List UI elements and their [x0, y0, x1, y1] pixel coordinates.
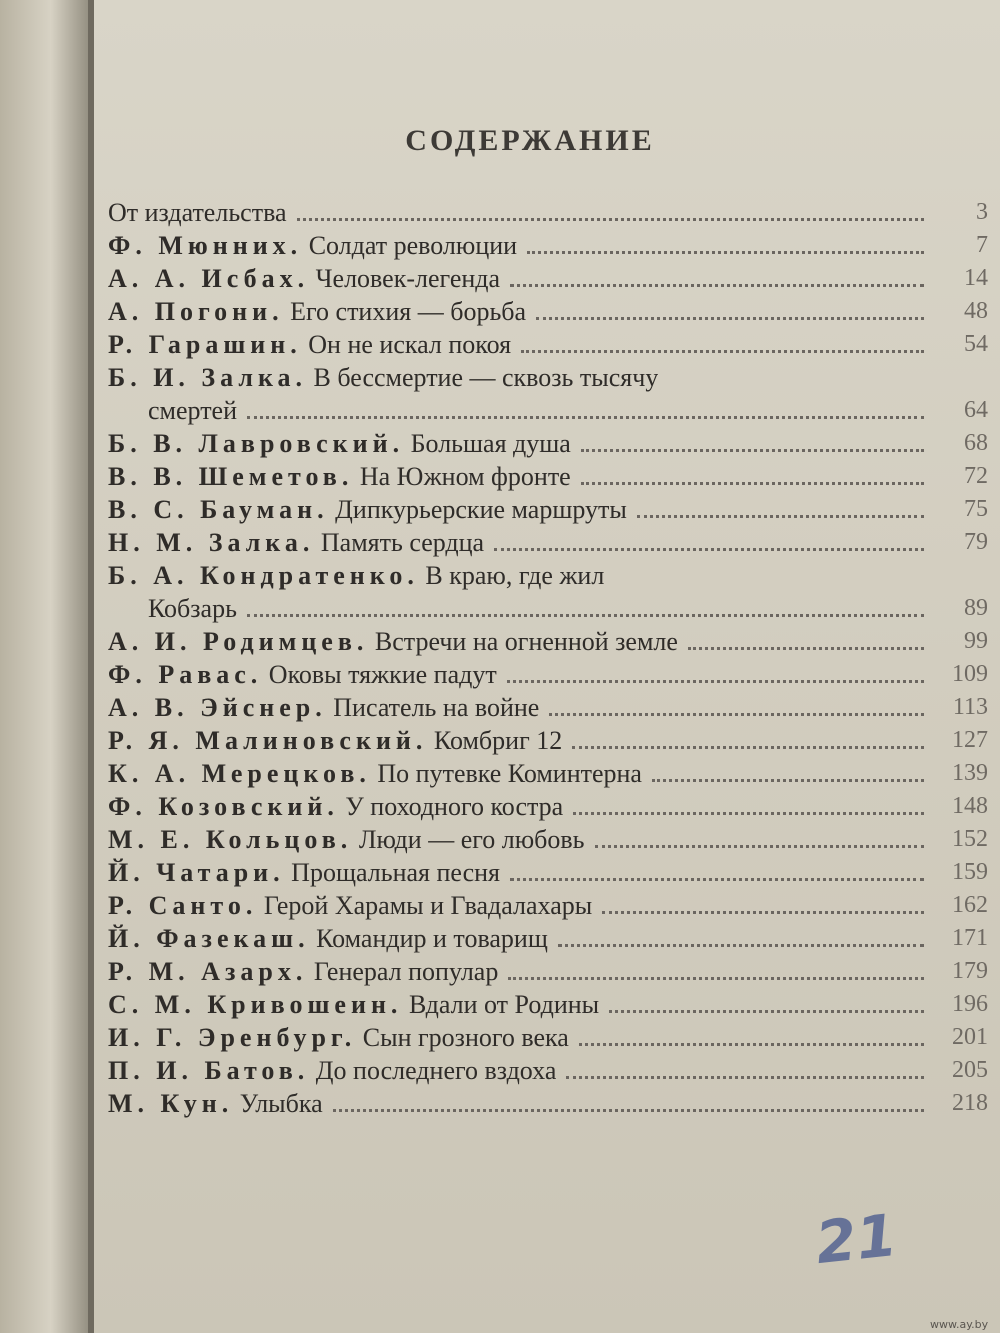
toc-title: Память сердца	[320, 528, 485, 557]
toc-title: Вдали от Родины	[408, 990, 600, 1019]
toc-author: Й. Фазекаш.	[108, 924, 310, 953]
toc-page-number: 75	[964, 496, 988, 522]
dot-leader	[521, 350, 924, 353]
toc-author: Р. Гарашин.	[108, 330, 302, 359]
toc-page-number: 64	[964, 397, 988, 423]
table-of-contents	[108, 196, 988, 1120]
toc-entry	[108, 394, 988, 427]
toc-author: М. Е. Кольцов.	[108, 825, 353, 854]
toc-page-number: 152	[952, 826, 988, 852]
toc-entry	[108, 625, 988, 658]
dot-leader	[507, 680, 924, 683]
toc-entry-text	[108, 460, 571, 493]
toc-entry-text	[108, 229, 517, 262]
dot-leader	[297, 218, 924, 221]
toc-title: В краю, где жил	[425, 561, 605, 590]
toc-title: Солдат революции	[308, 231, 518, 260]
toc-entry-text	[108, 1021, 569, 1054]
toc-entry	[108, 1087, 988, 1120]
toc-entry	[108, 196, 988, 229]
toc-page-number: 72	[964, 463, 988, 489]
toc-page-number: 148	[952, 793, 988, 819]
toc-title: Сын грозного века	[362, 1023, 569, 1052]
toc-entry	[108, 1021, 988, 1054]
toc-page-number: 48	[964, 298, 988, 324]
toc-title: Прощальная песня	[291, 858, 500, 887]
toc-entry-text	[148, 394, 237, 427]
toc-author: В. В. Шеметов.	[108, 462, 354, 491]
toc-entry-text	[108, 559, 604, 592]
toc-entry-text	[108, 361, 658, 394]
toc-title: Писатель на войне	[333, 693, 540, 722]
toc-author: Ф. Равас.	[108, 660, 263, 689]
dot-leader	[536, 317, 924, 320]
toc-page-number: 89	[964, 595, 988, 621]
toc-page-number: 139	[952, 760, 988, 786]
dot-leader	[510, 284, 924, 287]
toc-title: Его стихия — борьба	[290, 297, 527, 326]
ink-stamp	[800, 1175, 920, 1295]
toc-title: У походного костра	[345, 792, 564, 821]
toc-title: Герой Харамы и Гвадалахары	[263, 891, 593, 920]
toc-title: смертей	[148, 396, 238, 425]
toc-title: Человек-легенда	[315, 264, 501, 293]
dot-leader	[508, 977, 924, 980]
toc-author: Р. Санто.	[108, 891, 258, 920]
toc-entry-text	[108, 1054, 556, 1087]
toc-author: И. Г. Эренбург.	[108, 1023, 357, 1052]
toc-entry	[108, 658, 988, 691]
toc-title: Встречи на огненной земле	[374, 627, 678, 656]
toc-title: От издательства	[108, 198, 287, 227]
toc-entry	[108, 757, 988, 790]
toc-entry-text	[108, 955, 498, 988]
toc-entry	[108, 790, 988, 823]
toc-author: К. А. Мерецков.	[108, 759, 371, 788]
toc-title: Кобзарь	[148, 594, 237, 623]
toc-entry-text	[108, 262, 500, 295]
toc-entry-text	[108, 328, 511, 361]
toc-page-number: 54	[964, 331, 988, 357]
toc-title: Большая душа	[410, 429, 571, 458]
dot-leader	[527, 251, 924, 254]
watermark: www.ay.by	[930, 1318, 989, 1331]
toc-page-number: 171	[952, 925, 988, 951]
toc-author: Й. Чатари.	[108, 858, 285, 887]
toc-author: А. Погони.	[108, 297, 284, 326]
dot-leader	[572, 746, 924, 749]
dot-leader	[558, 944, 924, 947]
toc-entry	[108, 559, 988, 592]
toc-entry	[108, 823, 988, 856]
toc-entry	[108, 262, 988, 295]
toc-title: По путевке Коминтерна	[377, 759, 642, 788]
toc-author: А. А. Исбах.	[108, 264, 310, 293]
toc-page-number: 3	[976, 199, 988, 225]
toc-entry-text	[108, 757, 642, 790]
toc-title: На Южном фронте	[359, 462, 571, 491]
toc-page-number: 113	[952, 694, 988, 720]
dot-leader	[573, 812, 924, 815]
toc-author: А. И. Родимцев.	[108, 627, 369, 656]
toc-author: М. Кун.	[108, 1089, 234, 1118]
toc-author: Б. И. Залка.	[108, 363, 308, 392]
dot-leader	[652, 779, 924, 782]
toc-page-number: 162	[952, 892, 988, 918]
toc-entry	[108, 988, 988, 1021]
toc-entry-text	[108, 724, 562, 757]
toc-page-number: 68	[964, 430, 988, 456]
toc-title: Оковы тяжкие падут	[268, 660, 497, 689]
toc-title: Дипкурьерские маршруты	[335, 495, 627, 524]
toc-page-number: 7	[976, 232, 988, 258]
toc-entry-text	[108, 427, 571, 460]
toc-entry-text	[148, 592, 237, 625]
toc-entry-text	[108, 790, 563, 823]
toc-entry-text	[108, 526, 484, 559]
page-title: СОДЕРЖАНИЕ	[405, 124, 655, 157]
toc-entry-text	[108, 988, 599, 1021]
toc-page-number: 196	[952, 991, 988, 1017]
toc-title: В бессмертие — сквозь тысячу	[313, 363, 659, 392]
toc-entry-text	[108, 889, 592, 922]
toc-page-number: 201	[952, 1024, 988, 1050]
dot-leader	[637, 515, 924, 518]
toc-title: До последнего вздоха	[315, 1056, 557, 1085]
dot-leader	[579, 1043, 924, 1046]
dot-leader	[549, 713, 924, 716]
toc-entry-text	[108, 295, 526, 328]
toc-entry	[108, 493, 988, 526]
toc-entry	[108, 955, 988, 988]
dot-leader	[609, 1010, 924, 1013]
toc-entry	[108, 328, 988, 361]
dot-leader	[688, 647, 924, 650]
toc-author: Ф. Козовский.	[108, 792, 339, 821]
toc-author: С. М. Кривошеин.	[108, 990, 403, 1019]
toc-page-number: 79	[964, 529, 988, 555]
toc-entry	[108, 856, 988, 889]
book-gutter	[0, 0, 92, 1333]
dot-leader	[581, 482, 924, 485]
toc-title: Он не искал покоя	[308, 330, 512, 359]
toc-entry-text	[108, 658, 497, 691]
toc-title: Генерал популар	[313, 957, 499, 986]
dot-leader	[595, 845, 924, 848]
toc-entry-text	[108, 823, 585, 856]
toc-page-number: 127	[952, 727, 988, 753]
toc-entry	[108, 889, 988, 922]
toc-author: Ф. Мюнних.	[108, 231, 303, 260]
toc-page-number: 159	[952, 859, 988, 885]
toc-page-number: 109	[952, 661, 988, 687]
toc-page-number: 14	[964, 265, 988, 291]
toc-entry	[108, 526, 988, 559]
toc-entry	[108, 295, 988, 328]
toc-entry	[108, 427, 988, 460]
dot-leader	[566, 1076, 924, 1079]
toc-page-number: 99	[964, 628, 988, 654]
toc-entry	[108, 1054, 988, 1087]
toc-page-number: 179	[952, 958, 988, 984]
toc-entry	[108, 229, 988, 262]
dot-leader	[333, 1109, 924, 1112]
toc-entry	[108, 724, 988, 757]
dot-leader	[581, 449, 924, 452]
toc-entry	[108, 361, 988, 394]
toc-title: Улыбка	[239, 1089, 323, 1118]
toc-page-number: 218	[952, 1090, 988, 1116]
toc-author: В. С. Бауман.	[108, 495, 329, 524]
toc-author: А. В. Эйснер.	[108, 693, 327, 722]
toc-author: П. И. Батов.	[108, 1056, 310, 1085]
toc-entry-text	[108, 922, 548, 955]
toc-page-number: 205	[952, 1057, 988, 1083]
toc-author: Б. В. Лавровский.	[108, 429, 405, 458]
toc-entry	[108, 691, 988, 724]
toc-entry	[108, 922, 988, 955]
dot-leader	[247, 614, 924, 617]
toc-entry-text	[108, 691, 539, 724]
toc-title: Командир и товарищ	[316, 924, 548, 953]
dot-leader	[510, 878, 924, 881]
toc-author: Б. А. Кондратенко.	[108, 561, 419, 590]
toc-author: Р. М. Азарх.	[108, 957, 308, 986]
dot-leader	[602, 911, 924, 914]
toc-entry	[108, 460, 988, 493]
dot-leader	[247, 416, 924, 419]
toc-author: Н. М. Залка.	[108, 528, 315, 557]
toc-title: Комбриг 12	[433, 726, 563, 755]
toc-title: Люди — его любовь	[358, 825, 585, 854]
dot-leader	[494, 548, 924, 551]
toc-entry-text	[108, 493, 627, 526]
toc-author: Р. Я. Малиновский.	[108, 726, 428, 755]
stamp-number: 21	[812, 1200, 901, 1278]
toc-entry-text	[108, 856, 500, 889]
toc-entry-text	[108, 196, 287, 229]
toc-entry-text	[108, 625, 678, 658]
toc-entry-text	[108, 1087, 323, 1120]
toc-entry	[108, 592, 988, 625]
